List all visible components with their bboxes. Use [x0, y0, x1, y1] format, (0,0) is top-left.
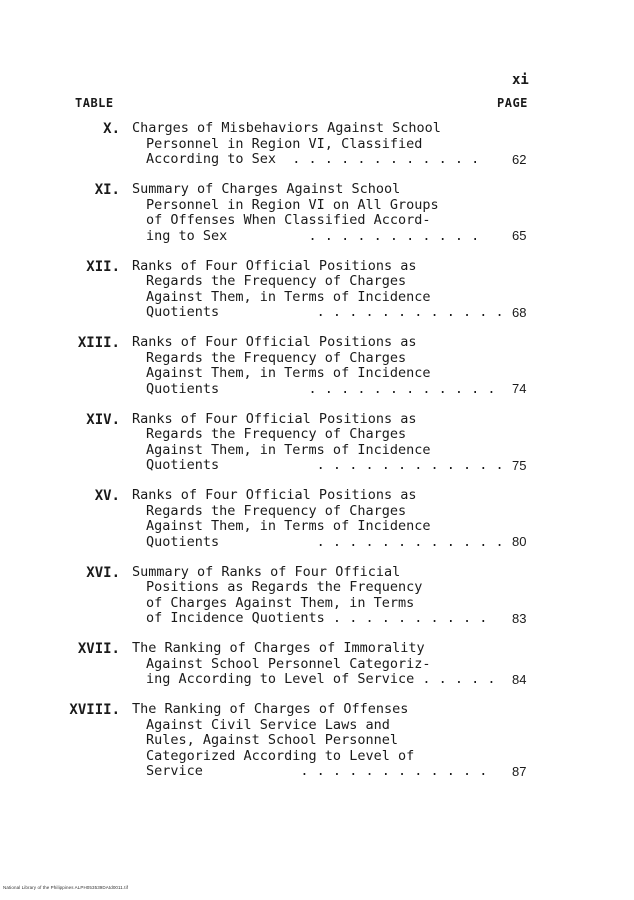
scan-footer: National Library of the Philippines ALPH053539DAtd0011.tif: [3, 885, 129, 890]
title-line: The Ranking of Charges of Immorality: [132, 640, 425, 656]
table-title: [132, 259, 502, 321]
title-line: Positions as Regards the Frequency: [146, 579, 423, 595]
table-title: [132, 702, 502, 780]
title-line: Rules, Against School Personnel: [146, 732, 398, 748]
title-line: Summary of Charges Against School: [132, 181, 401, 197]
table-number: XVI.: [86, 564, 120, 581]
page-number: xi: [512, 72, 529, 88]
page-reference: 62: [512, 151, 527, 167]
table-number: XIII.: [77, 335, 120, 351]
title-line: Ranks of Four Official Positions as: [132, 257, 417, 274]
list-item: [0, 641, 634, 688]
table-number: XI.: [94, 182, 120, 198]
page-reference: 80: [512, 534, 527, 549]
title-line: ing According to Level of Service . . . . .: [146, 671, 496, 687]
title-line: Regards the Frequency of Charges: [146, 273, 407, 289]
table-number: XV.: [94, 488, 120, 504]
table-title: [132, 121, 502, 168]
table-title: [132, 641, 502, 688]
list-item: [0, 702, 634, 780]
title-line: Service . . . . . . . . . . . .: [146, 763, 488, 779]
title-line: Against Them, in Terms of Incidence: [146, 365, 431, 381]
page-reference: 74: [512, 381, 527, 396]
title-line: Ranks of Four Official Positions as: [132, 487, 417, 503]
title-line: Against Them, in Terms of Incidence: [146, 441, 431, 458]
title-line: of Offenses When Classified Accord-: [146, 212, 431, 228]
table-title: [132, 565, 502, 627]
title-line: Quotients . . . . . . . . . . . .: [146, 304, 504, 320]
title-line: Personnel in Region VI, Classified: [146, 135, 423, 152]
table-title: [132, 412, 502, 474]
table-number: XIV.: [86, 411, 120, 428]
table-title: [132, 488, 502, 550]
page-reference: 84: [512, 671, 527, 687]
page-reference: 83: [512, 610, 527, 626]
title-line: Regards the Frequency of Charges: [146, 502, 407, 519]
list-item: [0, 259, 634, 321]
table-number: XVII.: [77, 641, 120, 657]
title-line: Against School Personnel Categoriz-: [146, 655, 431, 672]
list-item: [0, 412, 634, 474]
title-line: Quotients . . . . . . . . . . . .: [146, 380, 496, 397]
page-reference: 68: [512, 304, 527, 320]
title-line: Regards the Frequency of Charges: [146, 426, 407, 442]
title-line: ing to Sex . . . . . . . . . . .: [146, 227, 480, 244]
title-line: Quotients . . . . . . . . . . . .: [146, 457, 504, 473]
table-number: XII.: [86, 258, 120, 275]
title-line: The Ranking of Charges of Offenses: [132, 701, 409, 717]
title-line: Charges of Misbehaviors Against School: [132, 120, 441, 136]
list-item: [0, 488, 634, 550]
title-line: Against Them, in Terms of Incidence: [146, 288, 431, 305]
title-line: Categorized According to Level of: [146, 747, 415, 764]
title-line: Ranks of Four Official Positions as: [132, 334, 417, 350]
table-of-contents-list: [0, 121, 634, 794]
table-number: X.: [103, 121, 120, 137]
list-item: [0, 121, 634, 168]
title-line: Regards the Frequency of Charges: [146, 349, 407, 366]
table-number: XVIII.: [69, 702, 120, 718]
title-line: Quotients . . . . . . . . . . . .: [146, 533, 504, 550]
title-line: Against Civil Service Laws and: [146, 716, 390, 733]
title-line: Summary of Ranks of Four Official: [132, 563, 401, 580]
list-item: [0, 182, 634, 244]
table-column-heading: TABLE: [75, 96, 114, 110]
title-line: Ranks of Four Official Positions as: [132, 410, 417, 427]
title-line: of Charges Against Them, in Terms: [146, 594, 415, 611]
title-line: According to Sex . . . . . . . . . . . .: [146, 151, 480, 167]
list-item: [0, 565, 634, 627]
title-line: Personnel in Region VI on All Groups: [146, 196, 439, 213]
page-column-heading: PAGE: [497, 96, 528, 110]
table-title: [132, 335, 502, 397]
page-reference: 87: [512, 763, 527, 779]
page-reference: 65: [512, 228, 527, 243]
page-reference: 75: [512, 457, 527, 473]
table-title: [132, 182, 502, 244]
title-line: Against Them, in Terms of Incidence: [146, 518, 431, 534]
list-item: [0, 335, 634, 397]
title-line: of Incidence Quotients . . . . . . . . . .: [146, 610, 488, 626]
